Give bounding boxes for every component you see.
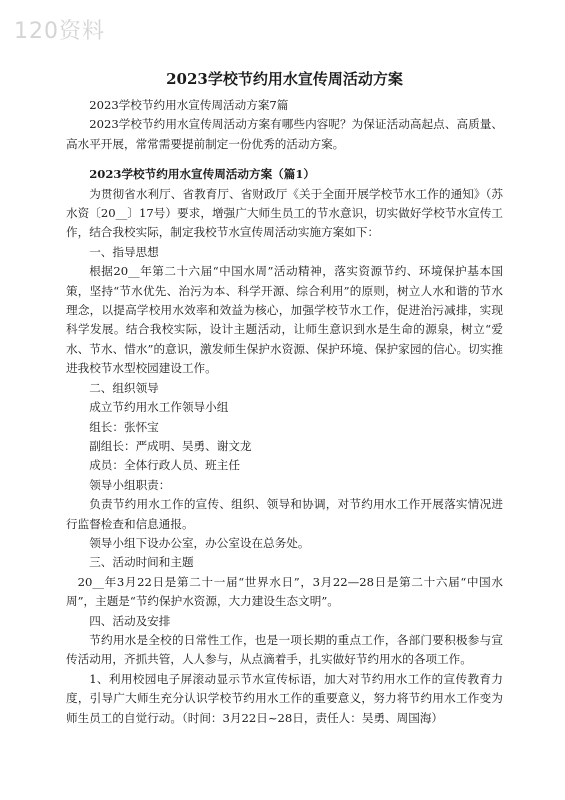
section-heading-part1: 2023学校节约用水宣传周活动方案（篇1） bbox=[89, 167, 316, 182]
paragraph-purpose: 为贯彻省水利厅、省教育厅、省财政厅《关于全面开展学校节水工作的通知》（苏水资〔20__〕17号）要求，增强广大师生员工的节水意识，切实做好学校节水宣传工作，结合我校实际，制定我校节水宣传周活动实施方案如下： bbox=[66, 186, 503, 240]
paragraph-guiding-thought: 根据20__年第二十六届“中国水周”活动精神，落实资源节约、环境保护基本国策，坚持“节水优先、治污为本、科学开源、综合利用”的原则，树立人水和谐的节水理念，以提高学校用水效率和效益为核心，加强学校节水工作，促进治污减排，实现科学发展。结合我校实际，设计主题活动，让师生意识到水是生命的源泉，树立“爱水、节水、惜水”的意识，激发师生保护水资源、保护环境、保护家园的信心。切实推进我校节水型校园建设工作。 bbox=[66, 264, 503, 376]
line-office: 领导小组下设办公室，办公室设在总务处。 bbox=[89, 535, 310, 550]
line-group-leader: 组长：张怀宝 bbox=[89, 419, 159, 434]
line-leading-group: 成立节约用水工作领导小组 bbox=[89, 400, 229, 415]
heading-time-theme: 三、活动时间和主题 bbox=[89, 555, 194, 570]
heading-activities: 四、活动及安排 bbox=[89, 613, 171, 628]
document-title: 2023学校节约用水宣传周活动方案 bbox=[166, 70, 403, 88]
heading-organization: 二、组织领导 bbox=[89, 380, 159, 395]
watermark-logo: 120资料 bbox=[14, 19, 105, 44]
line-members: 成员：全体行政人员、班主任 bbox=[89, 458, 240, 473]
heading-guiding-thought: 一、指导思想 bbox=[89, 244, 159, 259]
paragraph-activities: 节约用水是全校的日常性工作，也是一项长期的重点工作，各部门要积极参与宣传活动用，齐抓共管，人人参与，从点滴着手，扎实做好节约用水的各项工作。 bbox=[66, 632, 503, 667]
document-body bbox=[66, 68, 503, 728]
intro-paragraph: 2023学校节约用水宣传周活动方案有哪些内容呢？为保证活动高起点、高质量、高水平开展，常常需要提前制定一份优秀的活动方案。 bbox=[66, 117, 503, 151]
line-duties-label: 领导小组职责： bbox=[89, 477, 171, 492]
paragraph-duties: 负责节约用水工作的宣传、组织、领导和协调，对节约用水工作开展落实情况进行监督检查和信息通报。 bbox=[66, 497, 503, 531]
line-deputy-leaders: 副组长：严成明、吴勇、谢文龙 bbox=[89, 438, 252, 453]
paragraph-time-theme: 20__年3月22日是第二十一届“世界水日”，3月22—28日是第二十六届“中国水周”，主题是“节约保护水资源，大力建设生态文明”。 bbox=[66, 574, 503, 609]
paragraph-activity-1: 1、利用校园电子屏滚动显示节水宣传标语，加大对节约用水工作的宣传教育力度，引导广大师生充分认识学校节约用水工作的重要意义，努力将节约用水工作变为师生员工的自觉行动。（时间：3月22日~28日，责任人：吴勇、周国海） bbox=[66, 671, 503, 725]
subtitle-line: 2023学校节约用水宣传周活动方案7篇 bbox=[89, 98, 289, 112]
